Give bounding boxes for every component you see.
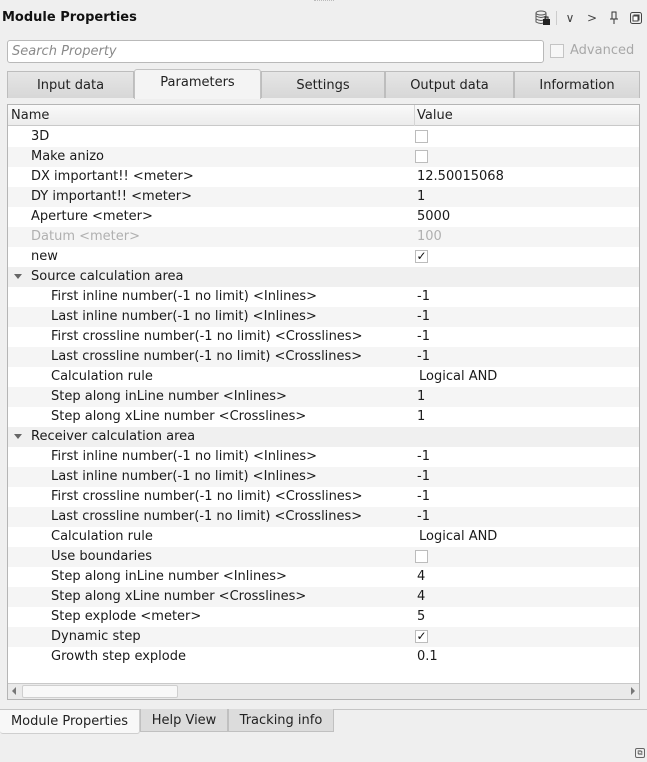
column-header-value[interactable]: Value <box>417 108 453 123</box>
row-label: Datum <meter> <box>31 229 140 244</box>
row-step-explode[interactable] <box>8 607 639 627</box>
growth-step-explode-value[interactable]: 0.1 <box>417 649 438 664</box>
row-label: First crossline number(-1 no limit) <Crosslines> <box>51 489 363 504</box>
row-label: Last inline number(-1 no limit) <Inlines> <box>51 469 317 484</box>
pin-icon[interactable] <box>603 9 625 27</box>
toolbar-separator <box>556 11 557 25</box>
source-calculation-rule-select[interactable]: Logical AND <box>419 369 498 384</box>
row-source-calculation-rule[interactable] <box>8 367 639 387</box>
tab-information[interactable]: Information <box>514 71 640 98</box>
bottom-tab-module-properties[interactable]: Module Properties <box>0 710 140 734</box>
new-checkbox[interactable]: ✓ <box>416 249 427 263</box>
database-lock-icon[interactable] <box>532 9 554 27</box>
row-label: Step along xLine number <Crosslines> <box>51 409 307 424</box>
aperture-value[interactable]: 5000 <box>417 209 451 224</box>
row-label: DY important!! <meter> <box>31 189 193 204</box>
step-explode-value[interactable]: 5 <box>417 609 426 624</box>
expand-arrow-icon[interactable] <box>14 434 22 439</box>
row-aperture[interactable] <box>8 207 639 227</box>
receiver-step-xline-value[interactable]: 4 <box>417 589 426 604</box>
row-label: Last crossline number(-1 no limit) <Crosslines> <box>51 349 363 364</box>
row-label: Calculation rule <box>51 529 153 544</box>
scroll-left-arrow-icon[interactable] <box>12 687 16 695</box>
row-label: Calculation rule <box>51 369 153 384</box>
row-label: new <box>31 249 58 264</box>
dx-value[interactable]: 12.50015068 <box>417 169 504 184</box>
advanced-label: Advanced <box>570 43 635 58</box>
dynamic-step-checkbox[interactable]: ✓ <box>416 629 427 643</box>
row-label: 3D <box>31 129 50 144</box>
receiver-step-inline-value[interactable]: 4 <box>417 569 426 584</box>
row-label: Use boundaries <box>51 549 153 564</box>
dy-value[interactable]: 1 <box>417 189 426 204</box>
row-receiver-first-crossline[interactable] <box>8 487 639 507</box>
tab-input-data[interactable]: Input data <box>7 71 134 98</box>
row-source-last-crossline[interactable] <box>8 347 639 367</box>
column-header-name[interactable]: Name <box>11 108 50 123</box>
row-receiver-last-inline[interactable] <box>8 467 639 487</box>
receiver-last-crossline-value[interactable]: -1 <box>417 509 430 524</box>
use-boundaries-checkbox[interactable] <box>415 550 428 563</box>
row-make-anizo[interactable] <box>8 147 639 167</box>
table-body <box>8 127 639 667</box>
row-receiver-first-inline[interactable] <box>8 447 639 467</box>
group-label: Source calculation area <box>31 269 184 284</box>
row-source-first-inline[interactable] <box>8 287 639 307</box>
row-label: First crossline number(-1 no limit) <Crosslines> <box>51 329 363 344</box>
datum-value: 100 <box>417 229 442 244</box>
row-source-step-inline[interactable] <box>8 387 639 407</box>
source-first-crossline-value[interactable]: -1 <box>417 329 430 344</box>
row-source-step-xline[interactable] <box>8 407 639 427</box>
row-dynamic-step[interactable] <box>8 627 639 647</box>
bottom-tab-help-view[interactable]: Help View <box>140 709 228 732</box>
receiver-calculation-rule-select[interactable]: Logical AND <box>419 529 498 544</box>
advanced-checkbox[interactable] <box>550 43 634 58</box>
source-step-inline-value[interactable]: 1 <box>417 389 426 404</box>
search-property-input[interactable] <box>7 40 544 63</box>
row-receiver-step-inline[interactable] <box>8 567 639 587</box>
scroll-right-arrow-icon[interactable] <box>631 687 635 695</box>
tab-parameters[interactable]: Parameters <box>134 69 261 99</box>
row-source-last-inline[interactable] <box>8 307 639 327</box>
row-label: Dynamic step <box>51 629 141 644</box>
property-table <box>7 104 640 700</box>
table-header <box>8 105 639 126</box>
row-label: Step along xLine number <Crosslines> <box>51 589 307 604</box>
row-label: Step along inLine number <Inlines> <box>51 569 287 584</box>
row-label: Step explode <meter> <box>51 609 202 624</box>
row-dx[interactable] <box>8 167 639 187</box>
row-datum <box>8 227 639 247</box>
row-label: Step along inLine number <Inlines> <box>51 389 287 404</box>
receiver-first-inline-value[interactable]: -1 <box>417 449 430 464</box>
receiver-last-inline-value[interactable]: -1 <box>417 469 430 484</box>
row-growth-step-explode[interactable] <box>8 647 639 667</box>
row-label: First inline number(-1 no limit) <Inlines> <box>51 289 318 304</box>
panel-titlebar <box>0 0 647 36</box>
row-receiver-last-crossline[interactable] <box>8 507 639 527</box>
source-first-inline-value[interactable]: -1 <box>417 289 430 304</box>
bottom-tab-tracking-info[interactable]: Tracking info <box>228 709 334 732</box>
row-label: Aperture <meter> <box>31 209 153 224</box>
title-icon-bar <box>532 9 647 27</box>
receiver-first-crossline-value[interactable]: -1 <box>417 489 430 504</box>
row-label: Make anizo <box>31 149 104 164</box>
group-receiver-calculation-area[interactable] <box>8 427 639 447</box>
tab-output-data[interactable]: Output data <box>385 71 514 98</box>
advanced-checkbox-box[interactable] <box>550 44 564 58</box>
group-source-calculation-area[interactable] <box>8 267 639 287</box>
row-use-boundaries[interactable] <box>8 547 639 567</box>
chevron-right-icon[interactable]: > <box>586 11 598 25</box>
float-window-icon[interactable] <box>625 9 647 27</box>
row-label: First inline number(-1 no limit) <Inlines> <box>51 449 318 464</box>
row-receiver-calculation-rule[interactable] <box>8 527 639 547</box>
scrollbar-thumb[interactable] <box>22 685 178 698</box>
property-tabs <box>7 69 640 97</box>
row-source-first-crossline[interactable] <box>8 327 639 347</box>
row-label: Last inline number(-1 no limit) <Inlines> <box>51 309 317 324</box>
expand-arrow-icon[interactable] <box>14 274 22 279</box>
row-new[interactable] <box>8 247 639 267</box>
row-dy[interactable] <box>8 187 639 207</box>
3d-checkbox[interactable] <box>415 130 428 143</box>
row-receiver-step-xline[interactable] <box>8 587 639 607</box>
row-label: Growth step explode <box>51 649 186 664</box>
row-3d[interactable] <box>8 127 639 147</box>
horizontal-scrollbar[interactable] <box>8 683 639 699</box>
source-last-inline-value[interactable]: -1 <box>417 309 430 324</box>
row-label: DX important!! <meter> <box>31 169 194 184</box>
source-step-xline-value[interactable]: 1 <box>417 409 426 424</box>
column-divider[interactable] <box>414 105 415 126</box>
row-label: Last crossline number(-1 no limit) <Crosslines> <box>51 509 363 524</box>
chevron-down-icon[interactable]: ∨ <box>565 11 575 25</box>
float-window-icon[interactable]: ⧉ <box>635 748 645 758</box>
panel-title: Module Properties <box>2 10 137 25</box>
group-label: Receiver calculation area <box>31 429 196 444</box>
make-anizo-checkbox[interactable] <box>415 150 428 163</box>
source-last-crossline-value[interactable]: -1 <box>417 349 430 364</box>
tab-settings[interactable]: Settings <box>261 71 385 98</box>
